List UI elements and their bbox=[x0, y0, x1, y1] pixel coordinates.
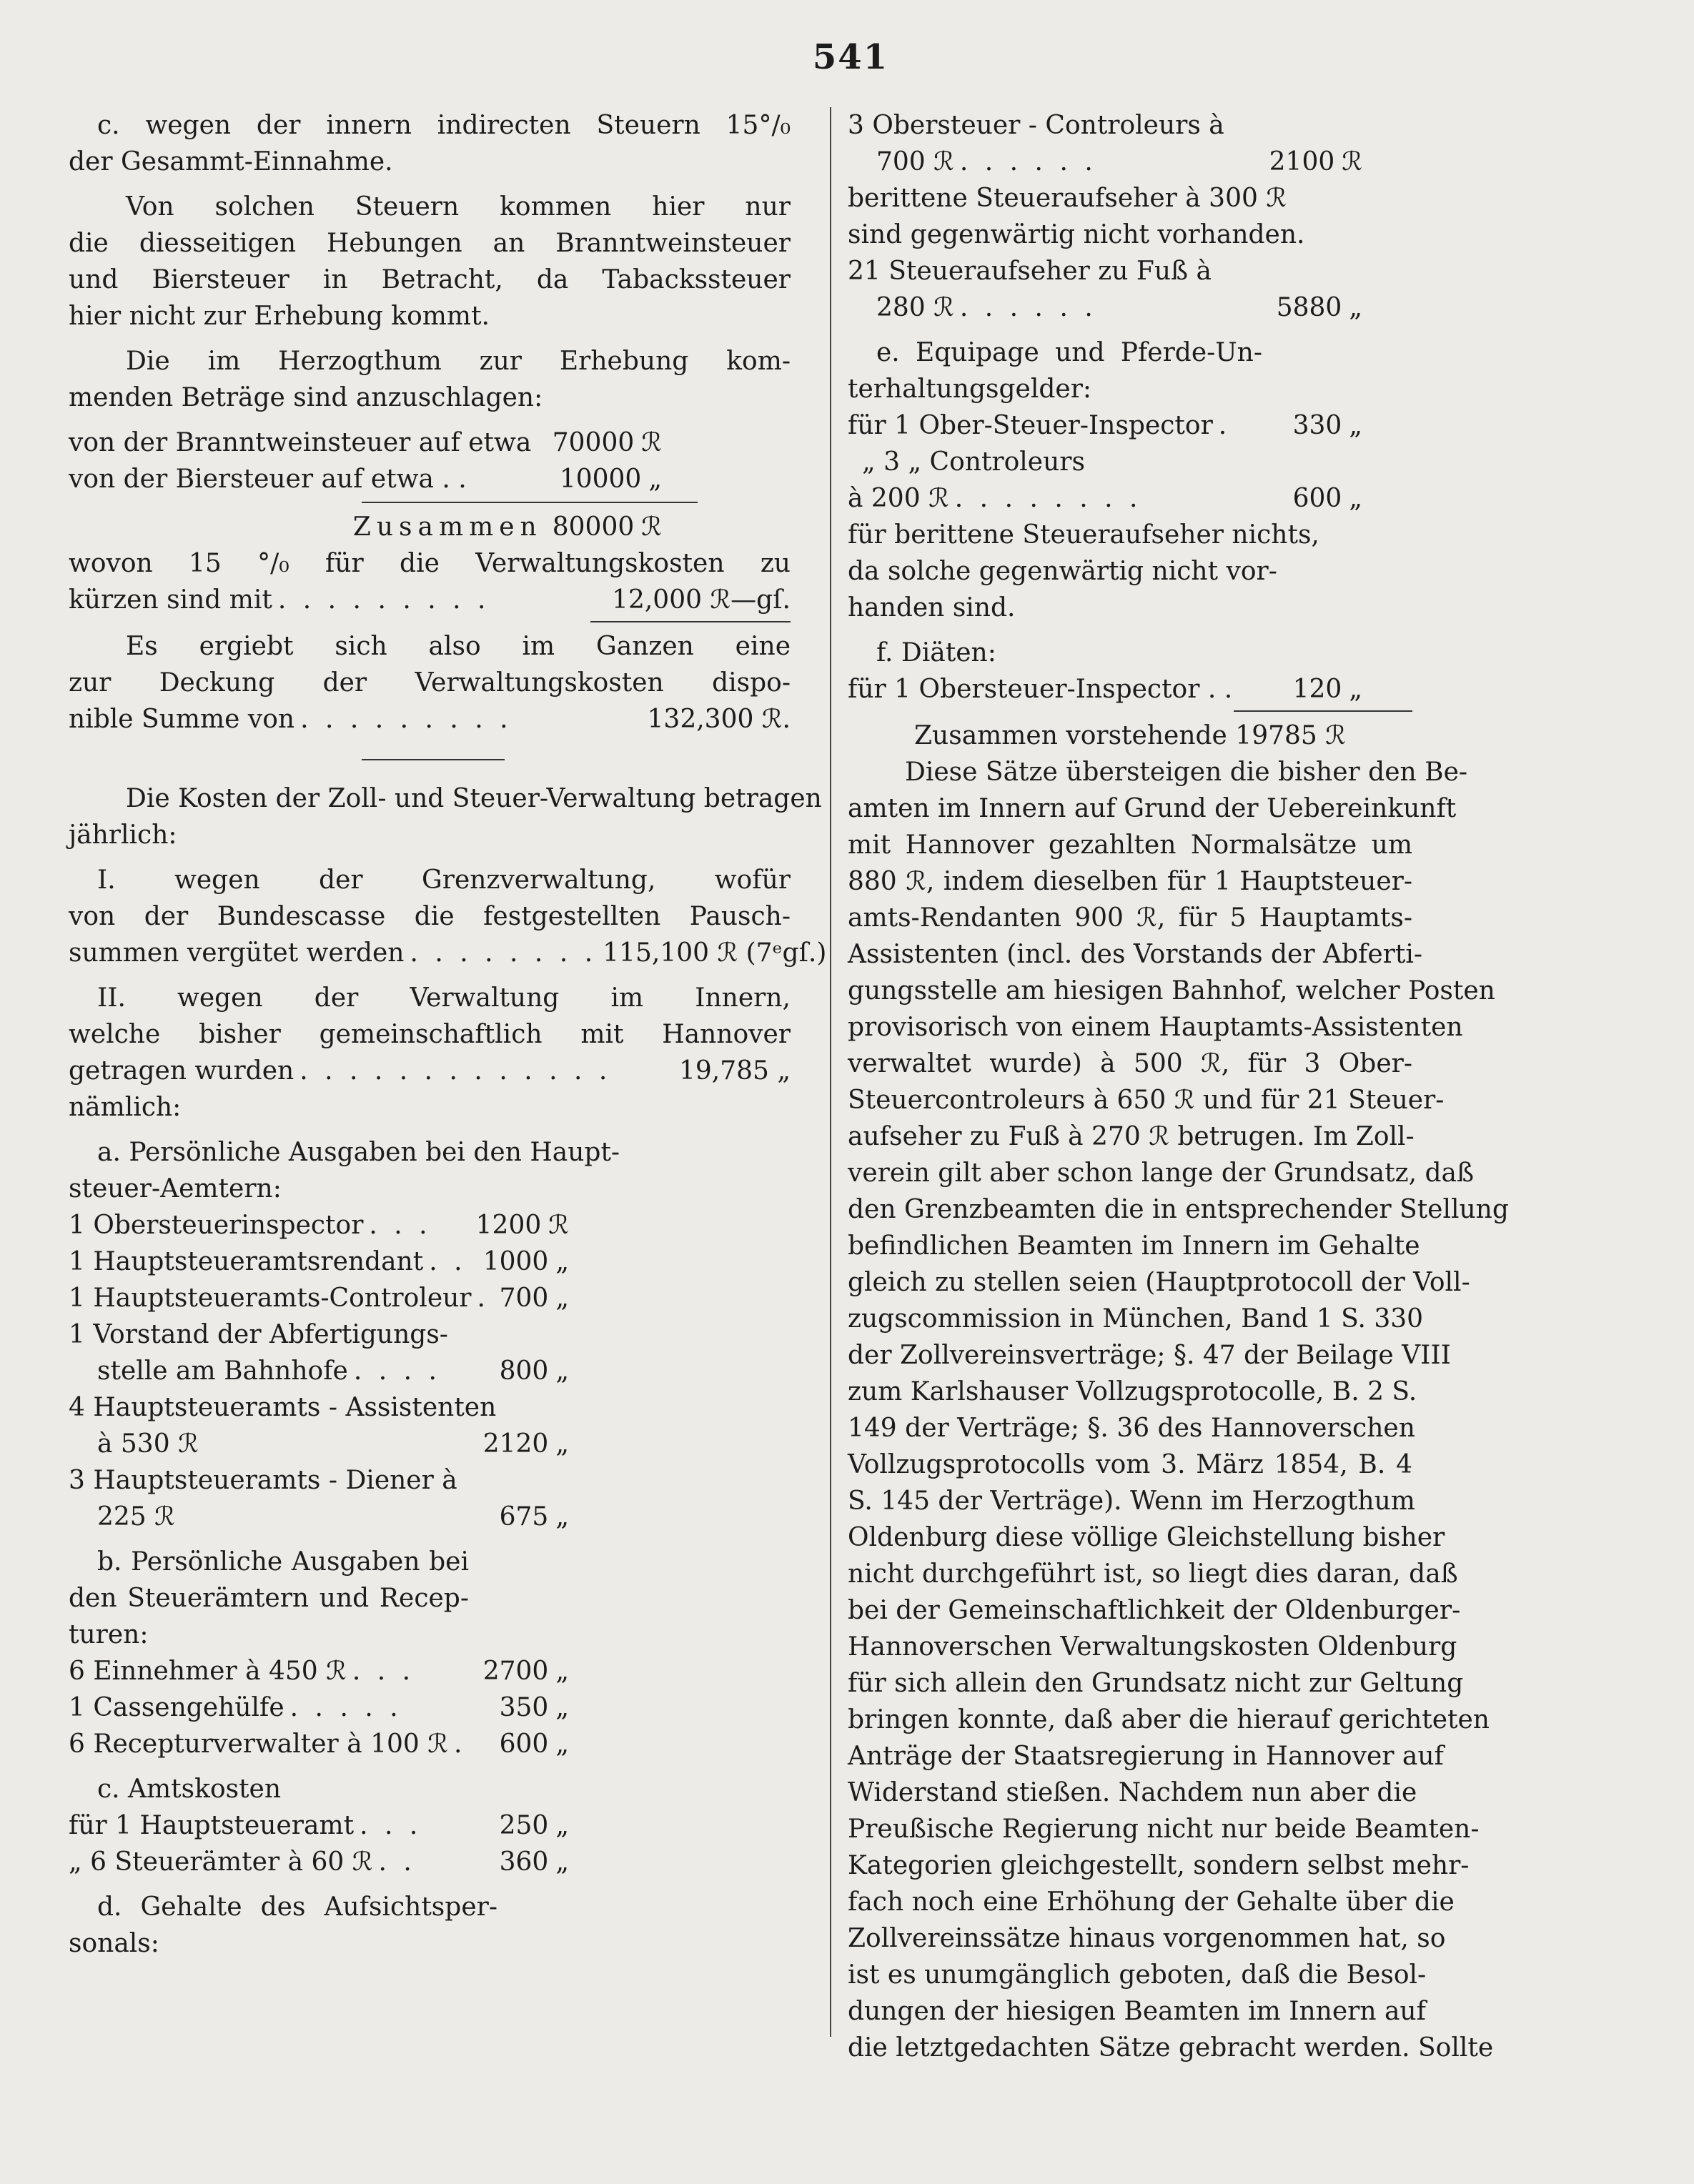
text-line: handen sind. bbox=[848, 593, 1016, 622]
right-column bbox=[848, 107, 1509, 2066]
page-number: 541 bbox=[812, 37, 889, 77]
text-line: wovon 15 °/₀ für die Verwaltungskosten zu bbox=[69, 549, 791, 578]
paragraph-line: Widerstand stießen. Nachdem nun aber die bbox=[848, 1778, 1417, 1807]
list-item: à 200 ℛ . . . . . . . . 600 „ bbox=[848, 484, 1362, 513]
tax-row: von der Branntweinsteuer auf etwa 70000 ℛ bbox=[69, 428, 662, 457]
paragraph-line: mit Hannover gezahlten Normalsätze um bbox=[848, 830, 1412, 860]
paragraph-line: Anträge der Staatsregierung in Hannover auf bbox=[848, 1742, 1444, 1771]
text-line: berittene Steueraufseher à 300 ℛ bbox=[848, 184, 1287, 213]
subtotal-line: Zusammen vorstehende 19785 ℛ bbox=[914, 721, 1346, 750]
amount-row: summen vergütet werden . . . . . . . . 115,100 ℛ (7ᵉgſ.) bbox=[69, 938, 827, 968]
paragraph-line: fach noch eine Erhöhung der Gehalte über die bbox=[848, 1887, 1455, 1917]
paragraph-line: 880 ℛ, indem dieselben für 1 Hauptsteuer- bbox=[848, 867, 1412, 896]
text-line: Die Kosten der Zoll- und Steuer-Verwaltung betragen bbox=[126, 784, 822, 813]
paragraph-line: zum Karlshauser Vollzugsprotocolle, B. 2 S. bbox=[848, 1377, 1417, 1406]
total-row: nible Summe von . . . . . . . . . 132,300 ℛ. bbox=[69, 705, 791, 734]
list-item: 1 Hauptsteueramtsrendant . . 1000 „ bbox=[69, 1247, 569, 1276]
list-item: für 1 Hauptsteueramt . . . 250 „ bbox=[69, 1811, 569, 1840]
section-divider bbox=[362, 759, 505, 760]
list-item: 6 Einnehmer à 450 ℛ . . . 2700 „ bbox=[69, 1657, 569, 1686]
text-line: e. Equipage und Pferde-Un- bbox=[876, 338, 1262, 367]
sum-rule bbox=[1234, 710, 1412, 712]
paragraph-line: provisorisch von einem Hauptamts-Assistenten bbox=[848, 1013, 1463, 1042]
tax-row: von der Biersteuer auf etwa . . 10000 „ bbox=[69, 465, 662, 494]
paragraph-line: gungsstelle am hiesigen Bahnhof, welcher Posten bbox=[848, 976, 1495, 1006]
paragraph-line: ist es unumgänglich geboten, daß die Besol- bbox=[848, 1960, 1427, 1990]
list-item: „ 6 Steuerämter à 60 ℛ . . 360 „ bbox=[69, 1847, 569, 1877]
paragraph-line: verein gilt aber schon lange der Grundsatz, daß bbox=[848, 1158, 1475, 1188]
text-line: Von solchen Steuern kommen hier nur bbox=[126, 192, 791, 222]
text-line: c. wegen der innern indirecten Steuern 15°/₀ bbox=[97, 111, 791, 140]
subtotal-row: Zusammen 80000 ℛ bbox=[352, 512, 662, 542]
text-line: und Biersteuer in Betracht, da Tabackssteuer bbox=[69, 265, 791, 294]
list-item: 280 ℛ . . . . . . 5880 „ bbox=[876, 293, 1362, 322]
paragraph-line: gleich zu stellen seien (Hauptprotocoll der Voll- bbox=[848, 1268, 1470, 1297]
text-line: zur Deckung der Verwaltungskosten dispo- bbox=[69, 668, 791, 698]
deduction-row: kürzen sind mit . . . . . . . . . 12,000 ℛ—gſ. bbox=[69, 585, 791, 615]
text-line: I. wegen der Grenzverwaltung, wofür bbox=[97, 865, 791, 895]
left-column bbox=[69, 107, 827, 1962]
text-line: f. Diäten: bbox=[876, 638, 996, 667]
paragraph-line: Diese Sätze übersteigen die bisher den Be- bbox=[905, 758, 1468, 787]
text-line: menden Beträge sind anzuschlagen: bbox=[69, 383, 543, 412]
paragraph-line: der Zollvereinsverträge; §. 47 der Beilage VIII bbox=[848, 1341, 1451, 1370]
sub-list-a bbox=[69, 1134, 620, 1962]
paragraph-line: befindlichen Beamten im Innern im Gehalte bbox=[848, 1231, 1420, 1261]
text-line: von der Bundescasse die festgestellten Pausch- bbox=[69, 902, 791, 931]
text-line: jährlich: bbox=[69, 820, 177, 850]
paragraph-line: amts-Rendanten 900 ℛ, für 5 Hauptamts- bbox=[848, 903, 1412, 933]
list-item: 1 Vorstand der Abfertigungs- bbox=[69, 1320, 448, 1349]
text-line: c. Amtskosten bbox=[97, 1774, 282, 1804]
paragraph-line: 149 der Verträge; §. 36 des Hannoverschen bbox=[848, 1414, 1415, 1443]
text-line: b. Persönliche Ausgaben bei bbox=[97, 1547, 469, 1577]
text-line: turen: bbox=[69, 1620, 149, 1649]
paragraph-line: amten im Innern auf Grund der Uebereinkunft bbox=[848, 794, 1457, 823]
column-divider bbox=[830, 107, 831, 2037]
paragraph-line: Preußische Regierung nicht nur beide Beamten- bbox=[848, 1815, 1480, 1844]
text-line: a. Persönliche Ausgaben bei den Haupt- bbox=[97, 1138, 620, 1167]
paragraph-line: Kategorien gleichgestellt, sondern selbst mehr- bbox=[848, 1851, 1470, 1880]
list-item: 3 Hauptsteueramts - Diener à bbox=[69, 1466, 457, 1495]
list-item: à 530 ℛ 2120 „ bbox=[97, 1429, 569, 1459]
list-item: für 1 Obersteuer-Inspector . . 120 „ bbox=[848, 675, 1362, 704]
paragraph-line: S. 145 der Verträge). Wenn im Herzogthum bbox=[848, 1486, 1415, 1516]
sum-rule bbox=[362, 502, 698, 503]
text-line: der Gesammt-Einnahme. bbox=[69, 147, 393, 177]
list-item: 1 Obersteuerinspector . . . 1200 ℛ bbox=[69, 1211, 569, 1240]
paragraph-line: Assistenten (incl. des Vorstands der Abferti- bbox=[848, 940, 1423, 969]
list-item: stelle am Bahnhofe . . . . 800 „ bbox=[97, 1356, 569, 1386]
paragraph-line: Steuercontroleurs à 650 ℛ und für 21 Steuer- bbox=[848, 1086, 1445, 1115]
text-line: den Steuerämtern und Recep- bbox=[69, 1584, 469, 1613]
list-item: 21 Steueraufseher zu Fuß à bbox=[848, 257, 1212, 286]
paragraph-line: zugscommission in München, Band 1 S. 330 bbox=[848, 1304, 1424, 1334]
paragraph-line: dungen der hiesigen Beamten im Innern auf bbox=[848, 1997, 1426, 2026]
text-line: d. Gehalte des Aufsichtsper- bbox=[97, 1892, 497, 1922]
list-item: 1 Hauptsteueramts-Controleur . 700 „ bbox=[69, 1284, 569, 1313]
sum-rule bbox=[590, 621, 791, 622]
paragraph-line: die letztgedachten Sätze gebracht werden. Sollte bbox=[848, 2033, 1494, 2063]
list-item: „ 3 „ Controleurs bbox=[862, 447, 1085, 477]
text-line: hier nicht zur Erhebung kommt. bbox=[69, 302, 490, 331]
list-item: 3 Obersteuer - Controleurs à bbox=[848, 111, 1224, 140]
list-item: 4 Hauptsteueramts - Assistenten bbox=[69, 1393, 497, 1422]
list-item: 1 Cassengehülfe . . . . . 350 „ bbox=[69, 1693, 569, 1722]
amount-row: getragen wurden . . . . . . . . . . . . . 19,785 „ bbox=[69, 1056, 791, 1086]
text-line: die diesseitigen Hebungen an Branntweinsteuer bbox=[69, 229, 791, 258]
paragraph-line: bei der Gemeinschaftlichkeit der Oldenburger- bbox=[848, 1596, 1461, 1625]
paragraph-line: Hannoverschen Verwaltungskosten Oldenburg bbox=[848, 1632, 1457, 1662]
text-line: welche bisher gemeinschaftlich mit Hannover bbox=[69, 1020, 791, 1049]
paragraph-line: bringen konnte, daß aber die hierauf gerichteten bbox=[848, 1705, 1490, 1734]
paragraph-line: den Grenzbeamten die in entsprechender Stellung bbox=[848, 1195, 1509, 1224]
text-line: Die im Herzogthum zur Erhebung kom- bbox=[126, 347, 791, 376]
list-item: 225 ℛ 675 „ bbox=[97, 1502, 569, 1532]
text-line: sonals: bbox=[69, 1929, 159, 1958]
paragraph-line: Zollvereinssätze hinaus vorgenommen hat, so bbox=[848, 1924, 1446, 1953]
text-line: da solche gegenwärtig nicht vor- bbox=[848, 557, 1277, 586]
paragraph-line: für sich allein den Grundsatz nicht zur Geltung bbox=[848, 1669, 1464, 1698]
list-item: 700 ℛ . . . . . . 2100 ℛ bbox=[876, 147, 1362, 177]
text-line: Es ergiebt sich also im Ganzen eine bbox=[126, 632, 791, 661]
text-line: sind gegenwärtig nicht vorhanden. bbox=[848, 220, 1305, 249]
text-line: nämlich: bbox=[69, 1093, 182, 1122]
text-line: terhaltungsgelder: bbox=[848, 374, 1092, 404]
text-line: für berittene Steueraufseher nichts, bbox=[848, 520, 1319, 550]
paragraph-line: nicht durchgeführt ist, so liegt dies daran, daß bbox=[848, 1559, 1458, 1589]
list-item: 6 Recepturverwalter à 100 ℛ . 600 „ bbox=[69, 1729, 569, 1759]
paragraph-line: Vollzugsprotocolls vom 3. März 1854, B. 4 bbox=[848, 1450, 1412, 1479]
paragraph-line: verwaltet wurde) à 500 ℛ, für 3 Ober- bbox=[848, 1049, 1412, 1078]
list-item: für 1 Ober-Steuer-Inspector . 330 „ bbox=[848, 411, 1362, 440]
paragraph-line: Oldenburg diese völlige Gleichstellung bisher bbox=[848, 1523, 1445, 1552]
paragraph-line: aufseher zu Fuß à 270 ℛ betrugen. Im Zoll- bbox=[848, 1122, 1415, 1151]
text-line: II. wegen der Verwaltung im Innern, bbox=[97, 983, 791, 1013]
text-line: steuer-Aemtern: bbox=[69, 1174, 282, 1203]
